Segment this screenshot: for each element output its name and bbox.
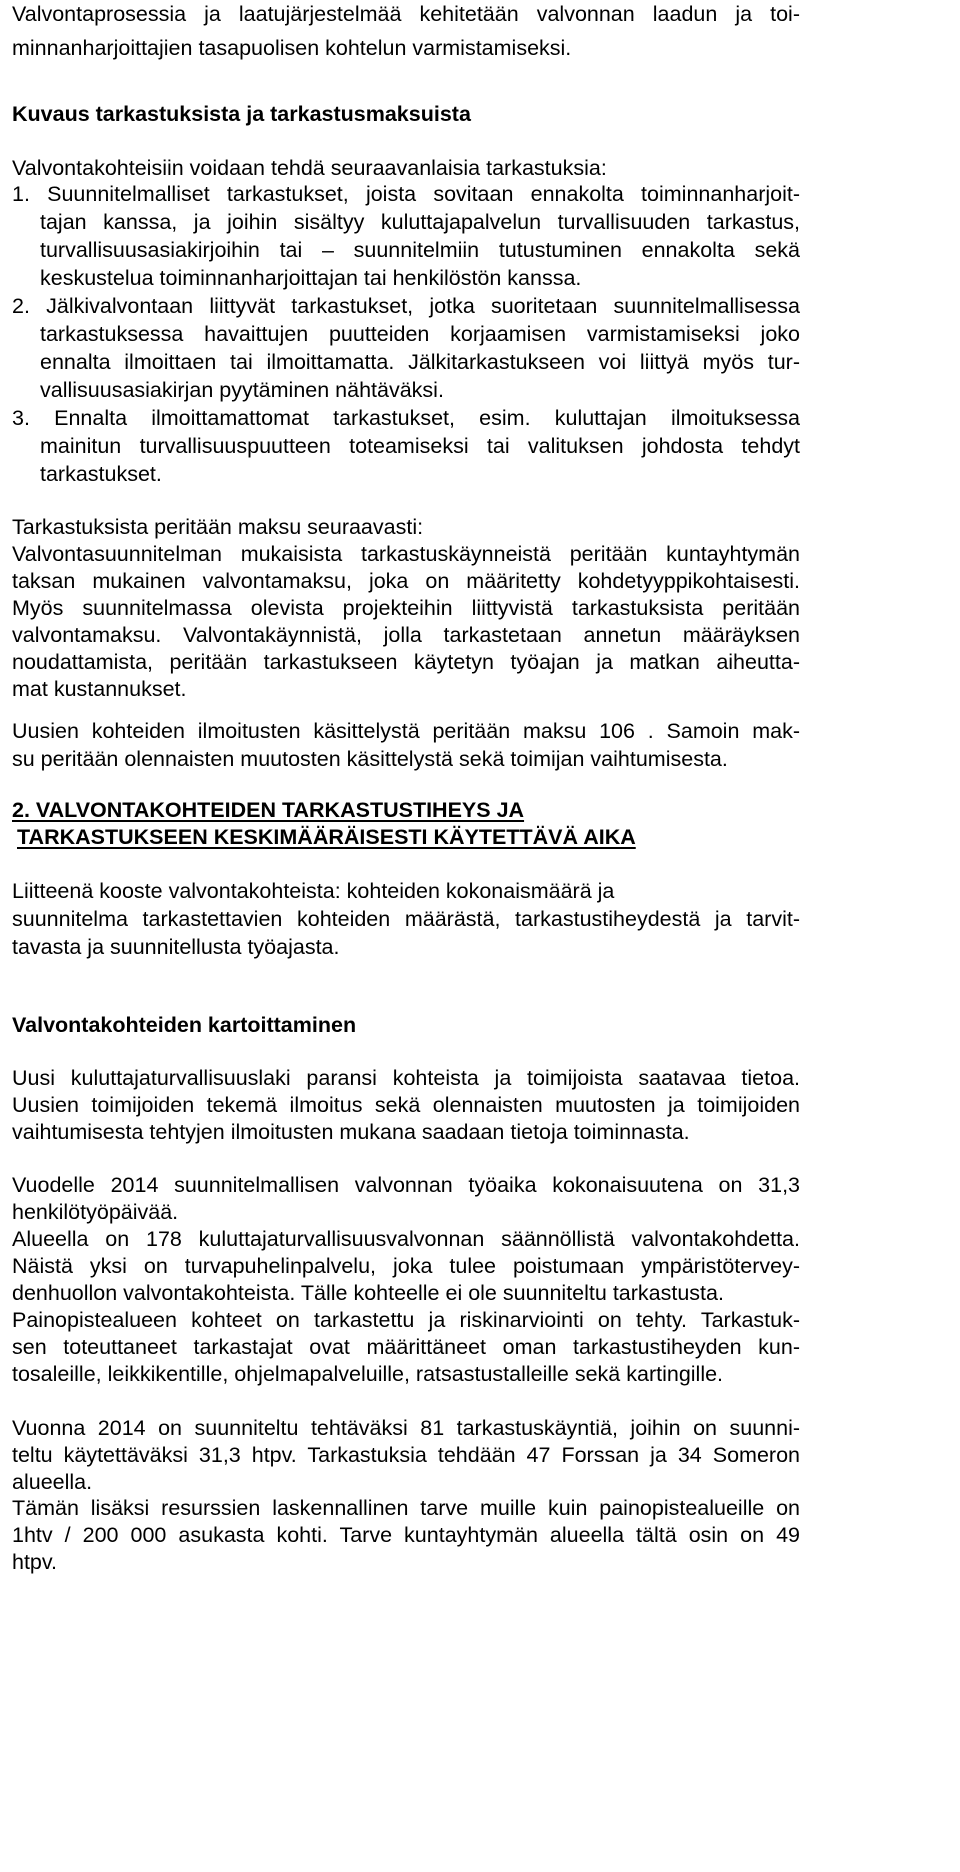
chapter-heading-line-2: TARKASTUKSEEN KESKIMÄÄRÄISESTI KÄYTETTÄVÄ AIKA xyxy=(17,825,636,849)
text-line: alueella. xyxy=(12,1470,93,1494)
text-line: denhuollon valvontakohteista. Tälle kohteelle ei ole suunniteltu tarkastusta. xyxy=(12,1281,724,1305)
text-line: htpv. xyxy=(12,1550,58,1574)
text-line: tosaleille, leikkikentille, ohjelmapalveluille, ratsastustalleille sekä kartingille. xyxy=(12,1362,724,1386)
text-line: Vuodelle 2014 suunnitelmallisen valvonnan työaika kokonaisuutena on 31,3 xyxy=(12,1173,800,1197)
text-line: Uusi kuluttajaturvallisuuslaki paransi kohteista ja toimijoista saatavaa tietoa. xyxy=(12,1066,800,1090)
text-line: teltu käytettäväksi 31,3 htpv. Tarkastuksia tehdään 47 Forssan ja 34 Someron xyxy=(12,1443,800,1467)
text-line: tavasta ja suunnitellusta työajasta. xyxy=(12,935,340,959)
text-line: Alueella on 178 kuluttajaturvallisuusvalvonnan säännöllistä valvontakohdetta. xyxy=(12,1227,800,1251)
text-line: Uusien toimijoiden tekemä ilmoitus sekä olennaisten muutosten ja toimijoiden xyxy=(12,1093,800,1117)
text-line: noudattamista, peritään tarkastukseen käytetyn työajan ja matkan aiheutta- xyxy=(12,650,800,674)
text-line: Valvontaprosessia ja laatujärjestelmää kehitetään valvonnan laadun ja toi- xyxy=(12,2,800,26)
text-line: mat kustannukset. xyxy=(12,677,187,701)
text-line: henkilötyöpäivää. xyxy=(12,1200,179,1224)
text-line: Tämän lisäksi resurssien laskennallinen tarve muille kuin painopistealueille on xyxy=(12,1496,800,1520)
list-item-1: 1. Suunnitelmalliset tarkastukset, joista sovitaan ennakolta toiminnanharjoit- xyxy=(12,182,800,206)
text-line: vaihtumisesta tehtyjen ilmoitusten mukana saadaan tietoja toiminnasta. xyxy=(12,1120,690,1144)
list-item-3: 3. Ennalta ilmoittamattomat tarkastukset, esim. kuluttajan ilmoituksessa xyxy=(12,406,800,430)
text-line: turvallisuusasiakirjoihin tai – suunnitelmiin tutustuminen ennakolta sekä xyxy=(40,238,800,262)
text-line: valvontamaksu. Valvontakäynnistä, jolla tarkastetaan annetun määräyksen xyxy=(12,623,800,647)
text-line: Myös suunnitelmassa olevista projekteihin liittyvistä tarkastuksista peritään xyxy=(12,596,800,620)
text-line: Liitteenä kooste valvontakohteista: kohteiden kokonaismäärä ja xyxy=(12,879,615,903)
text-line: Näistä yksi on turvapuhelinpalvelu, joka tulee poistumaan ympäristötervey- xyxy=(12,1254,800,1278)
text-line: mainitun turvallisuuspuutteen toteamiseksi tai valituksen johdosta tehdyt xyxy=(40,434,800,458)
text-line: tajan kanssa, ja joihin sisältyy kuluttajapalvelun turvallisuuden tarkastus, xyxy=(40,210,800,234)
section-heading: Kuvaus tarkastuksista ja tarkastusmaksuista xyxy=(12,102,471,126)
text-line: Valvontakohteisiin voidaan tehdä seuraavanlaisia tarkastuksia: xyxy=(12,156,607,180)
text-line: Tarkastuksista peritään maksu seuraavasti: xyxy=(12,515,424,539)
text-line: Vuonna 2014 on suunniteltu tehtäväksi 81 tarkastuskäyntiä, joihin on suunni- xyxy=(12,1416,800,1440)
list-item-2: 2. Jälkivalvontaan liittyvät tarkastukset, jotka suoritetaan suunnitelmallisessa xyxy=(12,294,800,318)
text-line: suunnitelma tarkastettavien kohteiden määrästä, tarkastustiheydestä ja tarvit- xyxy=(12,907,800,931)
text-line: vallisuusasiakirjan pyytäminen nähtäväksi. xyxy=(40,378,444,402)
text-line: tarkastuksessa havaittujen puutteiden korjaamisen varmistamiseksi joko xyxy=(40,322,800,346)
section-heading: Valvontakohteiden kartoittaminen xyxy=(12,1013,357,1037)
text-line: Uusien kohteiden ilmoitusten käsittelystä peritään maksu 106 . Samoin mak- xyxy=(12,719,800,743)
text-line: ennalta ilmoittaen tai ilmoittamatta. Jälkitarkastukseen voi liittyä myös tur- xyxy=(40,350,800,374)
chapter-heading-line-1: 2. VALVONTAKOHTEIDEN TARKASTUSTIHEYS JA xyxy=(12,798,525,822)
text-line: 1htv / 200 000 asukasta kohti. Tarve kuntayhtymän alueella tältä osin on 49 xyxy=(12,1523,800,1547)
text-line: keskustelua toiminnanharjoittajan tai henkilöstön kanssa. xyxy=(40,266,582,290)
text-line: Valvontasuunnitelman mukaisista tarkastuskäynneistä peritään kuntayhtymän xyxy=(12,542,800,566)
text-line: tarkastukset. xyxy=(40,462,162,486)
text-line: taksan mukainen valvontamaksu, joka on määritetty kohdetyyppikohtaisesti. xyxy=(12,569,800,593)
text-line: su peritään olennaisten muutosten käsittelystä sekä toimijan vaihtumisesta. xyxy=(12,747,728,771)
text-line: minnanharjoittajien tasapuolisen kohtelun varmistamiseksi. xyxy=(12,36,572,60)
text-line: sen toteuttaneet tarkastajat ovat määrittäneet oman tarkastustiheyden kun- xyxy=(12,1335,800,1359)
text-line: Painopistealueen kohteet on tarkastettu ja riskinarviointi on tehty. Tarkastuk- xyxy=(12,1308,800,1332)
